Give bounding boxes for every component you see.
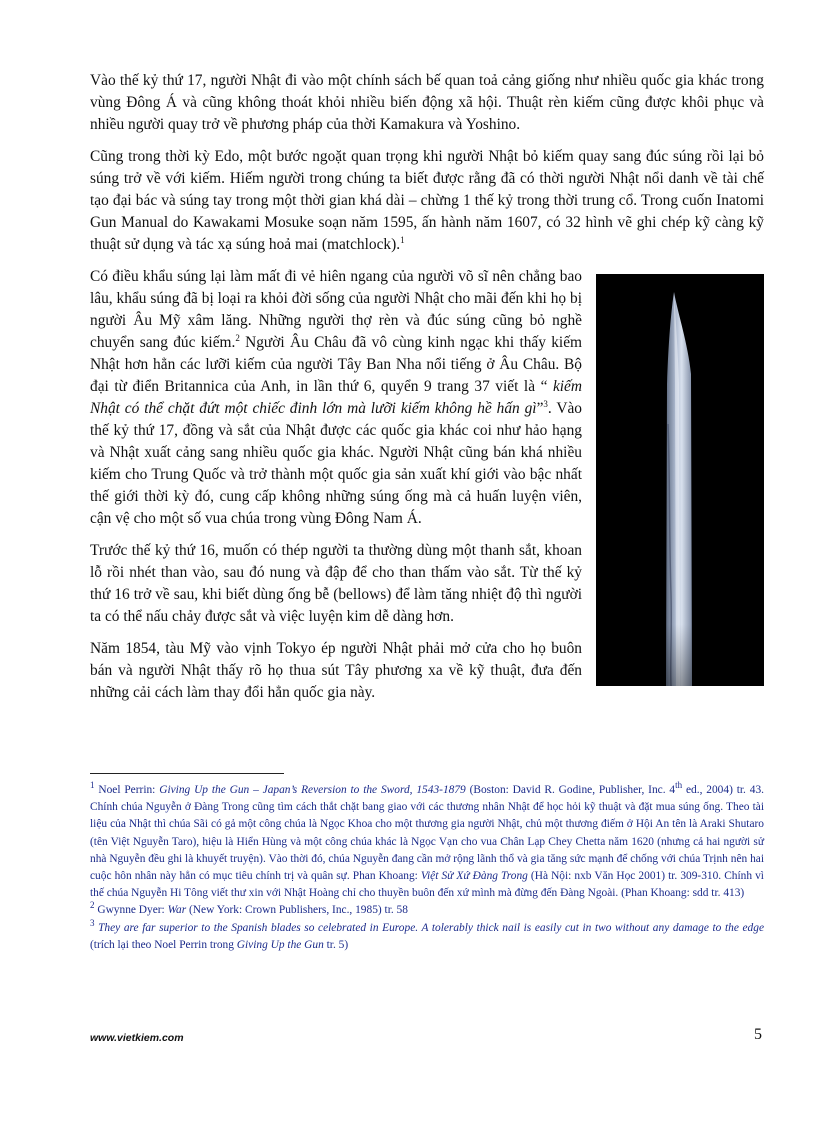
paragraph-1 [90, 70, 764, 136]
footnote-3 [90, 917, 764, 954]
katana-blade-photo-icon [596, 274, 764, 686]
paragraph-2 [90, 146, 764, 256]
blade-image [596, 274, 764, 686]
paragraph-3-text-b: Người Âu Châu đã vô cùng kinh ngạc khi thấy kiếm Nhật hơn hẳn các lưỡi kiếm của người Tây Ban Nha nổi tiếng ở Âu Châu. Bộ đại từ điển Britannica của Anh, in lần thứ 6, quyển 9 trang 37 viết là “ [90, 334, 582, 395]
footnote-1-text-b: (Boston: David R. Godine, Publisher, Inc. 4 [465, 784, 676, 796]
footnote-2-number: 2 [90, 900, 95, 911]
footnote-1-text-d: (Hà Nội: nxb Văn Học 2001) tr. 309-310. Chính vì thế chúa Nguyễn Hi Tông viết thư xin với Nhật Hoàng chỉ cho thuyền buôn đến xứ mình mà đừng đến Đàng Ngoài. (Phan Khoang: sdd tr. 413) [90, 870, 764, 900]
footnote-3-book-title: Giving Up the Gun [236, 938, 324, 951]
paragraph-3-text-a: Có điều khẩu súng lại làm mất đi vẻ hiên ngang của người võ sĩ nên chẳng bao lâu, khẩu súng đã bị loại ra khỏi đời sống của người Nhật cho mãi đến khi họ bị người Âu Mỹ xâm lăng. Những người thợ rèn và đúc súng cũng bỏ nghề chuyển sang đúc kiếm. [90, 268, 582, 351]
footnote-3-number: 3 [90, 917, 95, 928]
footnote-3-quote: They are far superior to the Spanish blades so celebrated in Europe. A tolerably thick nail is easily cut in two without any damage to the edge [94, 921, 764, 934]
footnote-separator [90, 773, 284, 774]
footnote-2 [90, 902, 764, 919]
footnotes [90, 782, 764, 954]
paragraph-1-text: Vào thế kỷ thứ 17, người Nhật đi vào một chính sách bế quan toả cảng giống như nhiều quốc gia khác trong vùng Đông Á và cũng không thoát khỏi nhiều biến động xã hội. Thuật rèn kiếm cũng được khôi phục và nhiều người quay trở về phương pháp của thời Kamakura và Yoshino. [90, 72, 764, 133]
britannica-quote: kiếm Nhật có thể chặt đứt một chiếc đinh lớn mà lưỡi kiếm không hề hấn gì [90, 378, 582, 417]
paragraph-5-text: Năm 1854, tàu Mỹ vào vịnh Tokyo ép người Nhật phải mở cửa cho họ buôn bán và người Nhật thấy rõ họ thua sút Tây phương xa về kỹ thuật, đưa đến những cải cách làm thay đổi hẳn quốc gia này. [90, 640, 582, 701]
paragraph-4-text: Trước thế kỷ thứ 16, muốn có thép người ta thường dùng một thanh sắt, khoan lỗ rồi nhét than vào, sau đó nung và đập để cho than thấm vào sắt. Từ thế kỷ thứ 16 trở về sau, khi biết dùng ống bễ (bellows) để làm tăng nhiệt độ thì người ta có thể nấu chảy được sắt và việc luyện kim dễ dàng hơn. [90, 542, 582, 625]
quote-close: ” [536, 400, 544, 417]
footer-url[interactable]: www.vietkiem.com [90, 1032, 184, 1044]
footnote-1-number: 1 [90, 780, 95, 791]
footnote-ref-3[interactable]: 3 [543, 398, 548, 409]
page-number: 5 [754, 1026, 762, 1043]
footnote-1 [90, 782, 764, 902]
footnote-1-text-c: ed., 2004) tr. 43. Chính chúa Nguyễn ở Đàng Trong cũng tìm cách thắt chặt bang giao với các thương nhân Nhật để học hỏi kỹ thuật và đặt mua súng ống. Theo tài liệu của Nhật thì chúa Sãi có gả một công chúa là Ngọc Khoa cho một thương gia người Nhật, chủ một thương điếm ở Hội An tên là Araki Shutaro (tên Việt Nguyễn Taro), hiệu là Hiển Hùng và một công chúa khác là Ngọc Vạn cho vua Chân Lạp Chey Chetta năm 1620 (nhưng cả hai người sử nhà Nguyễn đều ghi là khuyết truyện). Vào thời đó, chúa Nguyễn đang cần mở rộng lãnh thổ và gia tăng sức mạnh để chống với chúa Trịnh nên hai cuộc hôn nhân này hẳn có mục tiêu chính trị và quân sự. Phan Khoang: [90, 784, 764, 883]
footnote-1-book-title: Giving Up the Gun – Japan’s Reversion to the Sword, 1543-1879 [159, 784, 466, 796]
footnote-ref-1[interactable]: 1 [400, 234, 405, 245]
footnote-3-text-b: (trích lại theo Noel Perrin trong [90, 938, 237, 951]
footnote-1-text-a: Noel Perrin: [94, 784, 160, 796]
footnote-2-text-a: Gwynne Dyer: [94, 904, 168, 917]
footnote-3-text-c: tr. 5) [323, 938, 349, 951]
footnote-2-text-b: (New York: Crown Publishers, Inc., 1985) tr. 58 [186, 904, 408, 917]
footnote-2-book-title: War [167, 904, 187, 917]
paragraph-3-text-c: . Vào thế kỷ thứ 17, đồng và sắt của Nhật được các quốc gia khác coi như hảo hạng và Nhật xuất cảng sang nhiều quốc gia khác. Người Nhật cũng bán khá nhiều kiếm cho Trung Quốc và trở thành một quốc gia sản xuất khí giới vào bậc nhất thế giới thời kỳ đó, cung cấp không những súng ống mà cả huấn luyện viên, cận vệ cho một số vua chúa trong vùng Đông Nam Á. [90, 400, 583, 527]
footnote-1-ordinal: th [675, 780, 683, 791]
page-body [90, 70, 764, 714]
paragraph-2-text: Cũng trong thời kỳ Edo, một bước ngoặt quan trọng khi người Nhật bỏ kiếm quay sang đúc súng rồi lại bỏ súng trở về với kiếm. Hiếm người trong chúng ta biết được rằng đã có thời người Nhật nổi danh về tài chế tạo đại bác và súng tay trong một thời gian khá dài – chừng 1 thế kỷ trong thời trung cổ. Trong cuốn Inatomi Gun Manual do Kawakami Mosuke soạn năm 1595, ấn hành năm 1607, có 32 hình vẽ ghi chép kỹ càng kỹ thuật sử dụng và tác xạ súng hoả mai (matchlock). [90, 148, 764, 253]
footnote-ref-2[interactable]: 2 [235, 332, 240, 343]
footnote-1-book-title-2: Việt Sử Xứ Đàng Trong [420, 870, 528, 883]
